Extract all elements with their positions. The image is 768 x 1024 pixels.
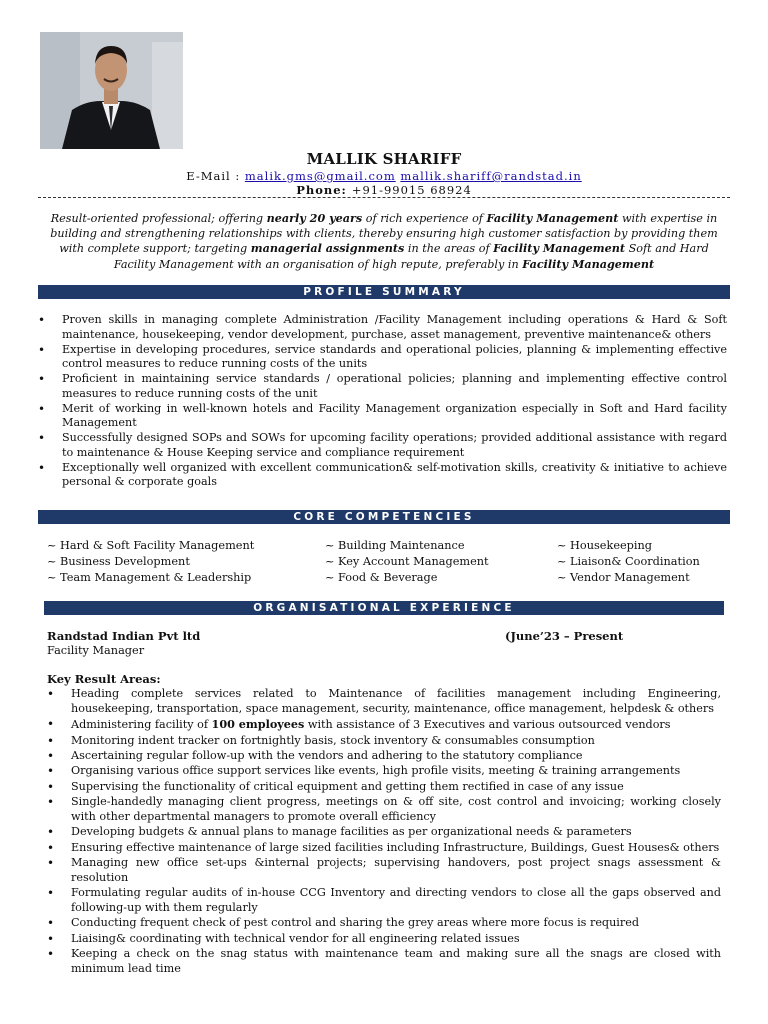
competency-item: ~ Key Account Management [325,555,489,568]
candidate-name: MALLIK SHARIFF [306,150,462,168]
phone-label: Phone: [296,183,352,197]
list-item-text: Administering facility of [71,718,212,732]
competencies-column-1 [47,538,254,586]
list-item: • Organising various office support services like events, high profile visits, meeting & training arrangements [47,764,721,779]
key-result-areas-heading: Key Result Areas: [47,672,161,686]
section-header-core-competencies: CORE COMPETENCIES [38,510,730,524]
competency-item: ~ Liaison& Coordination [557,555,700,568]
list-item: • Conducting frequent check of pest control and sharing the grey areas where more focus is required [47,916,721,931]
summary-emphasis: Facility Management [522,256,655,271]
summary-text: Result-oriented professional; offering [50,212,267,225]
list-item [47,717,721,733]
career-summary [38,211,730,272]
list-item: • Proven skills in managing complete Administration /Facility Management including operations & Hard & Soft maintenance, housekeeping, vendor development, purchase, asset management, preventive maintenance& others [38,313,727,342]
list-item: • Ensuring effective maintenance of large sized facilities including Infrastructure, Buildings, Guest Houses& others [47,841,721,856]
competency-item: ~ Team Management & Leadership [47,571,252,584]
phone-number: +91-99015 68924 [351,183,472,197]
phone-line [0,183,768,197]
list-item: • Monitoring indent tracker on fortnightly basis, stock inventory & consumables consumption [47,734,721,749]
competency-item: ~ Housekeeping [557,539,653,552]
list-item: • Exceptionally well organized with excellent communication& self-motivation skills, creativity & initiative to achieve personal & corporate goals [38,461,727,490]
list-item: • Expertise in developing procedures, service standards and operational policies, planning & implementing effective control measures to reduce running costs of the units [38,343,727,372]
list-item: • Developing budgets & annual plans to manage facilities as per organizational needs & parameters [47,825,721,840]
competency-item: ~ Hard & Soft Facility Management [47,539,255,552]
summary-text: in the areas of [404,242,494,256]
list-item-text: with assistance of 3 Executives and various outsourced vendors [304,718,671,732]
email-link-work[interactable]: mallik.shariff@randstad.in [400,169,582,183]
summary-emphasis: Facility Management [486,211,619,225]
list-item: • Heading complete services related to Maintenance of facilities management including Engineering, housekeeping, transportation, space management, security, maintenance, office management, helpdesk & others [47,687,721,717]
key-result-areas-list [47,687,721,977]
competency-item: ~ Business Development [47,555,190,568]
list-item: • Proficient in maintaining service standards / operational policies; planning and implementing effective control measures to reduce running costs of the unit [38,372,727,401]
list-item: • Merit of working in well-known hotels and Facility Management organization especially in Soft and Hard facility Management [38,402,727,431]
email-line [0,169,768,183]
email-label: E-Mail : [186,169,245,183]
list-item: • Managing new office set-ups &internal projects; supervising handovers, post project snags assessment & resolution [47,856,721,886]
profile-photo [40,32,183,149]
list-item: • Liaising& coordinating with technical vendor for all engineering related issues [47,932,721,947]
job-title: Facility Manager [47,644,145,657]
summary-text: of rich experience of [362,212,487,225]
list-item: • Successfully designed SOPs and SOWs for upcoming facility operations; provided additional assistance with regard to maintenance & House Keeping service and compliance requirement [38,431,727,460]
employment-dates: (June’23 – Present [505,629,624,643]
list-item: • Keeping a check on the snag status with maintenance team and making sure all the snags are closed with minimum lead time [47,947,721,977]
list-item: • Single-handedly managing client progress, meetings on & off site, cost control and invoicing; working closely with other departmental managers to promote overall efficiency [47,795,721,825]
list-item: • Formulating regular audits of in-house CCG Inventory and directing vendors to close all the gaps observed and following-up with them regularly [47,886,721,916]
employer-name: Randstad Indian Pvt ltd [47,629,201,643]
list-item-emphasis: 100 employees [211,717,305,732]
summary-emphasis: managerial assignments [250,241,405,256]
competencies-column-3 [557,538,700,586]
summary-emphasis: nearly 20 years [266,211,363,225]
portrait-image [40,32,183,149]
section-header-organisational-experience: ORGANISATIONAL EXPERIENCE [44,601,724,615]
email-link-personal[interactable]: malik.gms@gmail.com [244,169,396,183]
header-divider [38,197,730,198]
list-item: • Ascertaining regular follow-up with the vendors and adhering to the statutory compliance [47,749,721,764]
profile-summary-list [38,313,727,491]
list-item: • Supervising the functionality of critical equipment and getting them rectified in case of any issue [47,780,721,795]
summary-emphasis: Facility Management [493,241,626,256]
section-header-profile-summary: PROFILE SUMMARY [38,285,730,299]
competencies-column-2 [325,538,489,586]
summary-text: Soft and Hard Facility Management with an organisation of high repute, preferably in [113,242,709,271]
competency-item: ~ Vendor Management [557,571,690,584]
competency-item: ~ Food & Beverage [325,571,438,584]
summary-text: with expertise in building and strengthening relationships with clients, thereby ensuring high customer satisfaction by providing them with complete support; targeting [50,212,718,256]
competency-item: ~ Building Maintenance [325,539,465,552]
